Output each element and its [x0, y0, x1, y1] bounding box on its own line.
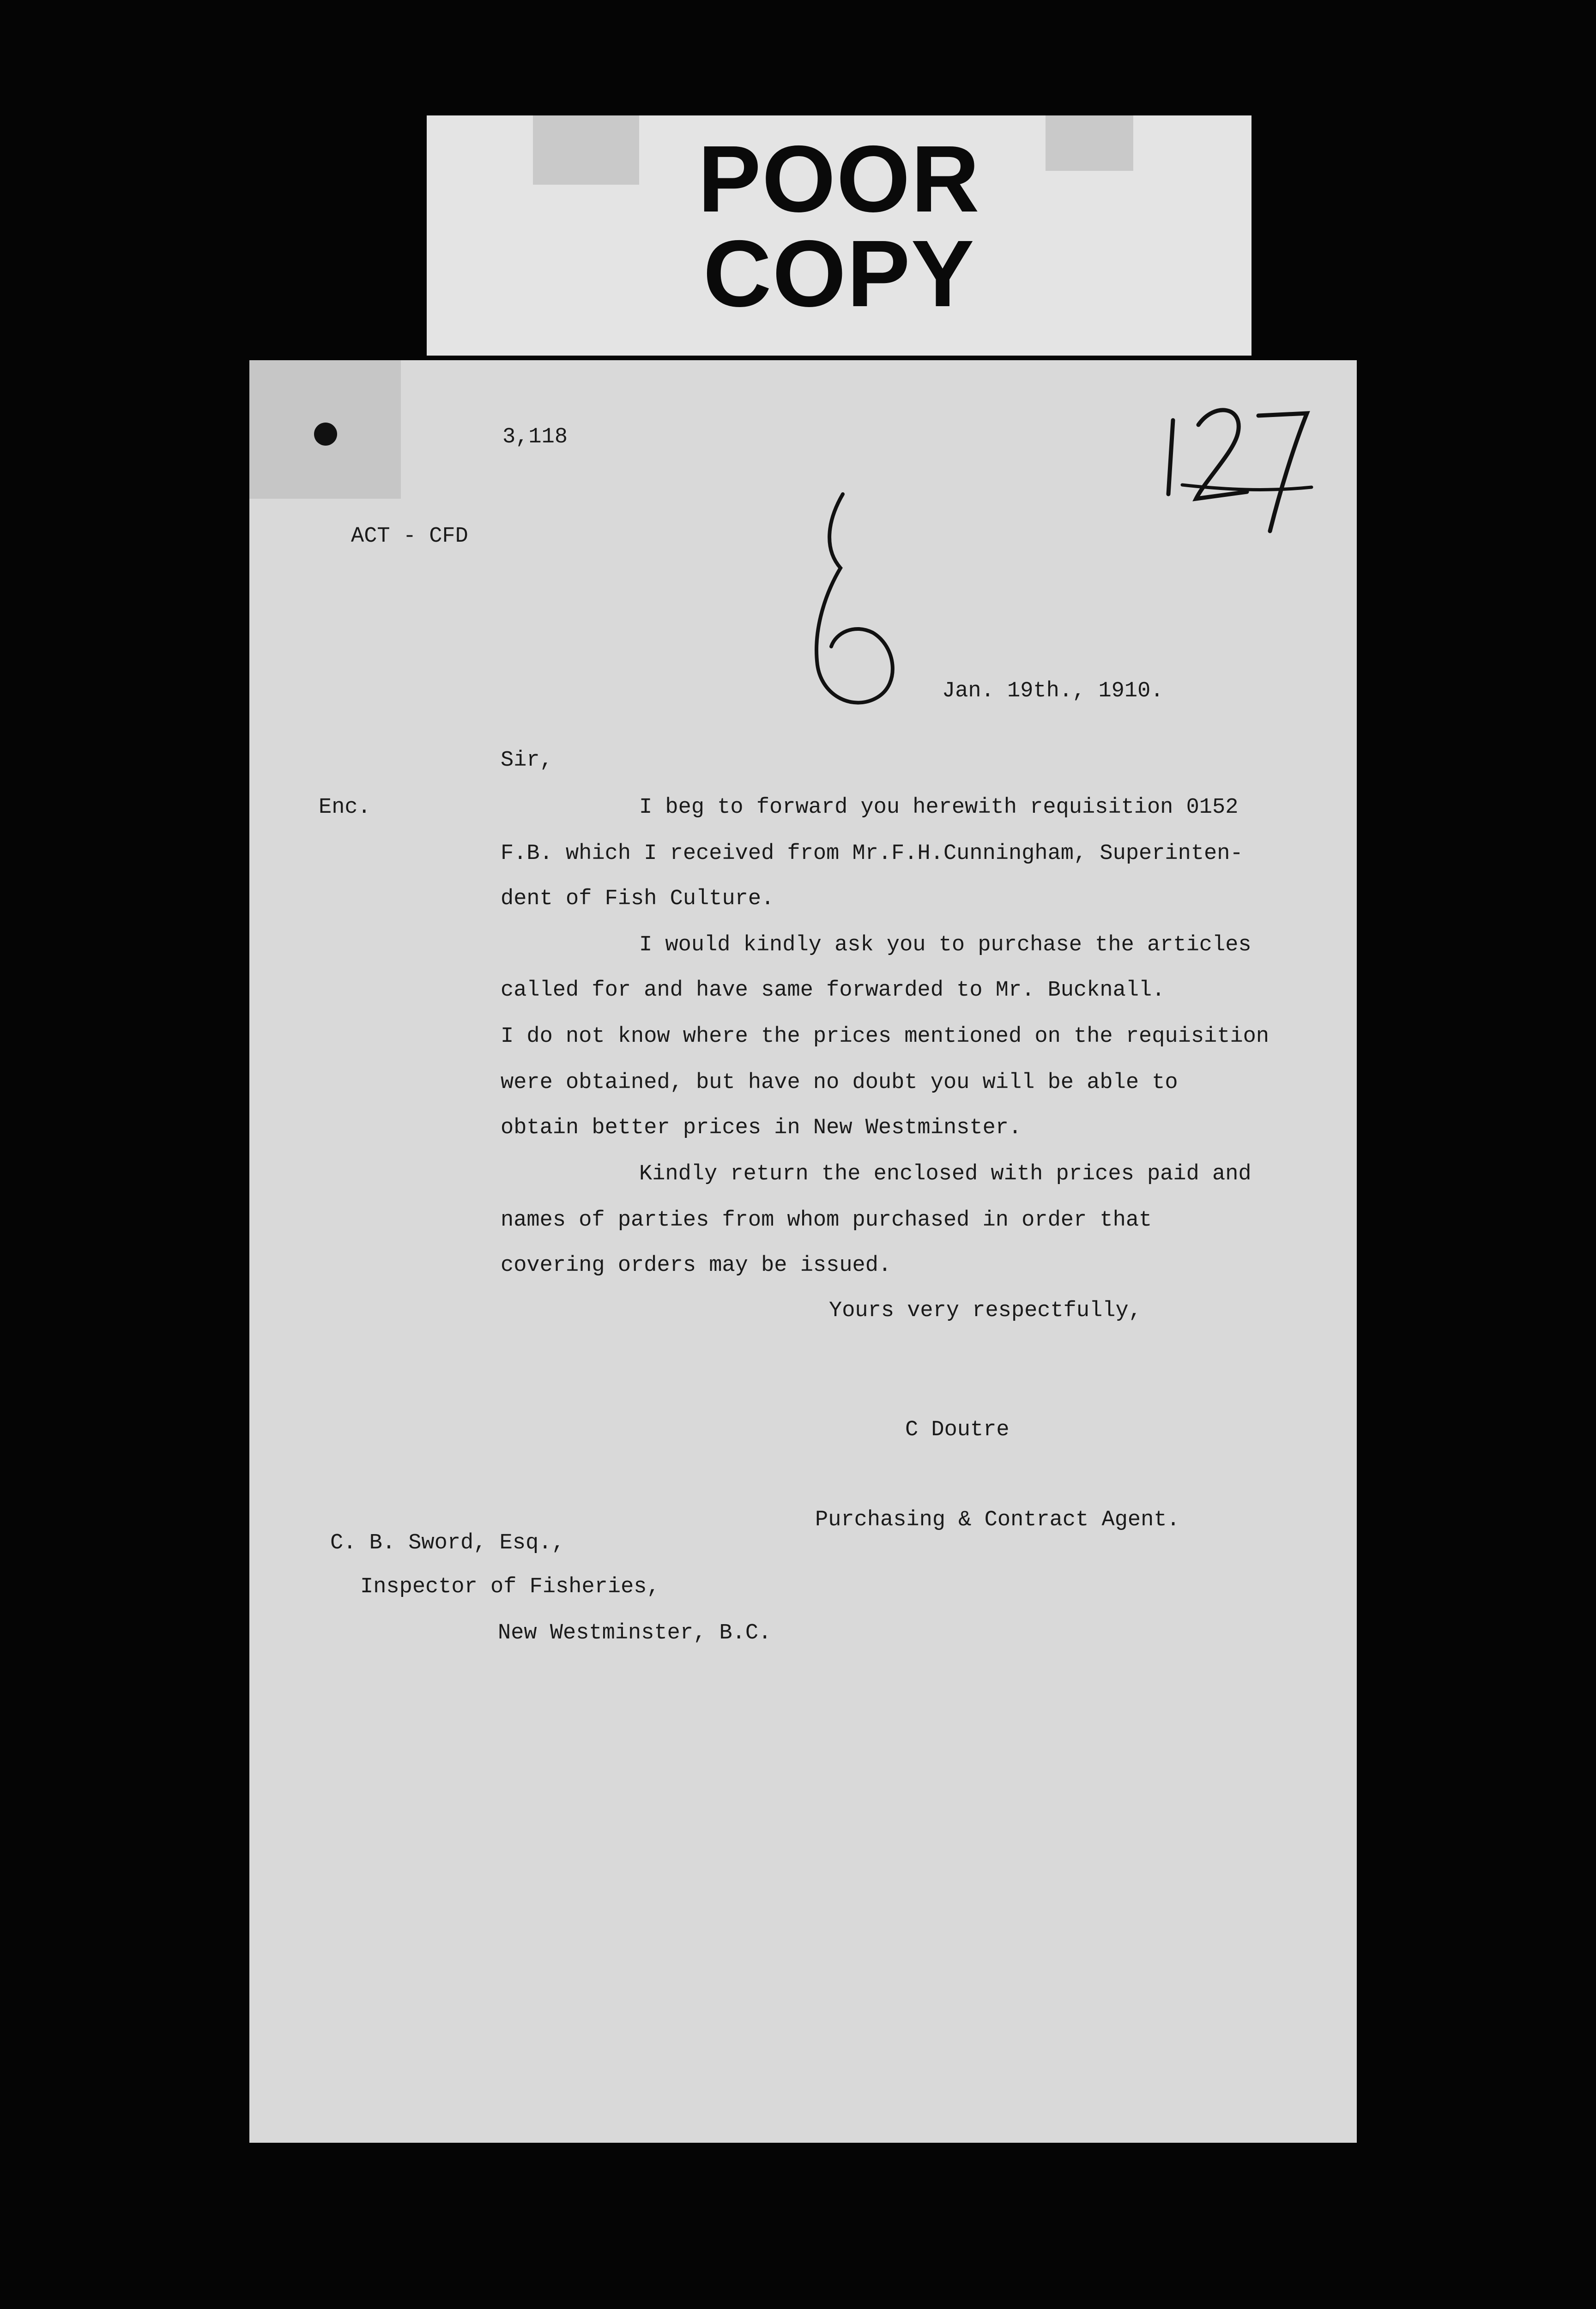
body-line: were obtained, but have no doubt you will be able to	[501, 1070, 1178, 1095]
closing: Yours very respectfully,	[829, 1299, 1142, 1323]
reference-code: ACT - CFD	[351, 524, 468, 549]
addressee-line: Inspector of Fisheries,	[360, 1575, 660, 1599]
body-line: dent of Fish Culture.	[501, 887, 774, 911]
enclosure-marker: Enc.	[319, 795, 371, 820]
file-number: 3,118	[502, 425, 568, 449]
body-line: Kindly return the enclosed with prices paid and	[639, 1162, 1251, 1186]
letter-page	[249, 360, 1357, 2143]
body-line: called for and have same forwarded to Mr. Bucknall.	[501, 978, 1165, 1003]
body-line: F.B. which I received from Mr.F.H.Cunningham, Superinten-	[501, 841, 1243, 866]
salutation: Sir,	[501, 748, 553, 773]
poor-copy-label	[427, 115, 1251, 356]
body-line: covering orders may be issued.	[501, 1253, 892, 1278]
poor-copy-line-2: COPY	[703, 221, 975, 326]
signature: C Doutre	[905, 1418, 1010, 1442]
handwritten-mark	[799, 480, 905, 723]
body-line: I do not know where the prices mentioned on the requisition	[501, 1024, 1270, 1049]
handwritten-folio	[1155, 393, 1330, 547]
addressee-line: C. B. Sword, Esq.,	[330, 1531, 565, 1555]
addressee-line: New Westminster, B.C.	[498, 1621, 772, 1645]
signer-title: Purchasing & Contract Agent.	[815, 1508, 1180, 1532]
body-line: obtain better prices in New Westminster.	[501, 1116, 1022, 1140]
punch-hole	[314, 423, 337, 446]
body-line: I beg to forward you herewith requisition 0152	[639, 795, 1239, 820]
body-line: I would kindly ask you to purchase the articles	[639, 933, 1251, 957]
body-line: names of parties from whom purchased in order that	[501, 1208, 1152, 1233]
poor-copy-line-1: POOR	[698, 126, 980, 232]
letter-date: Jan. 19th., 1910.	[942, 679, 1164, 703]
